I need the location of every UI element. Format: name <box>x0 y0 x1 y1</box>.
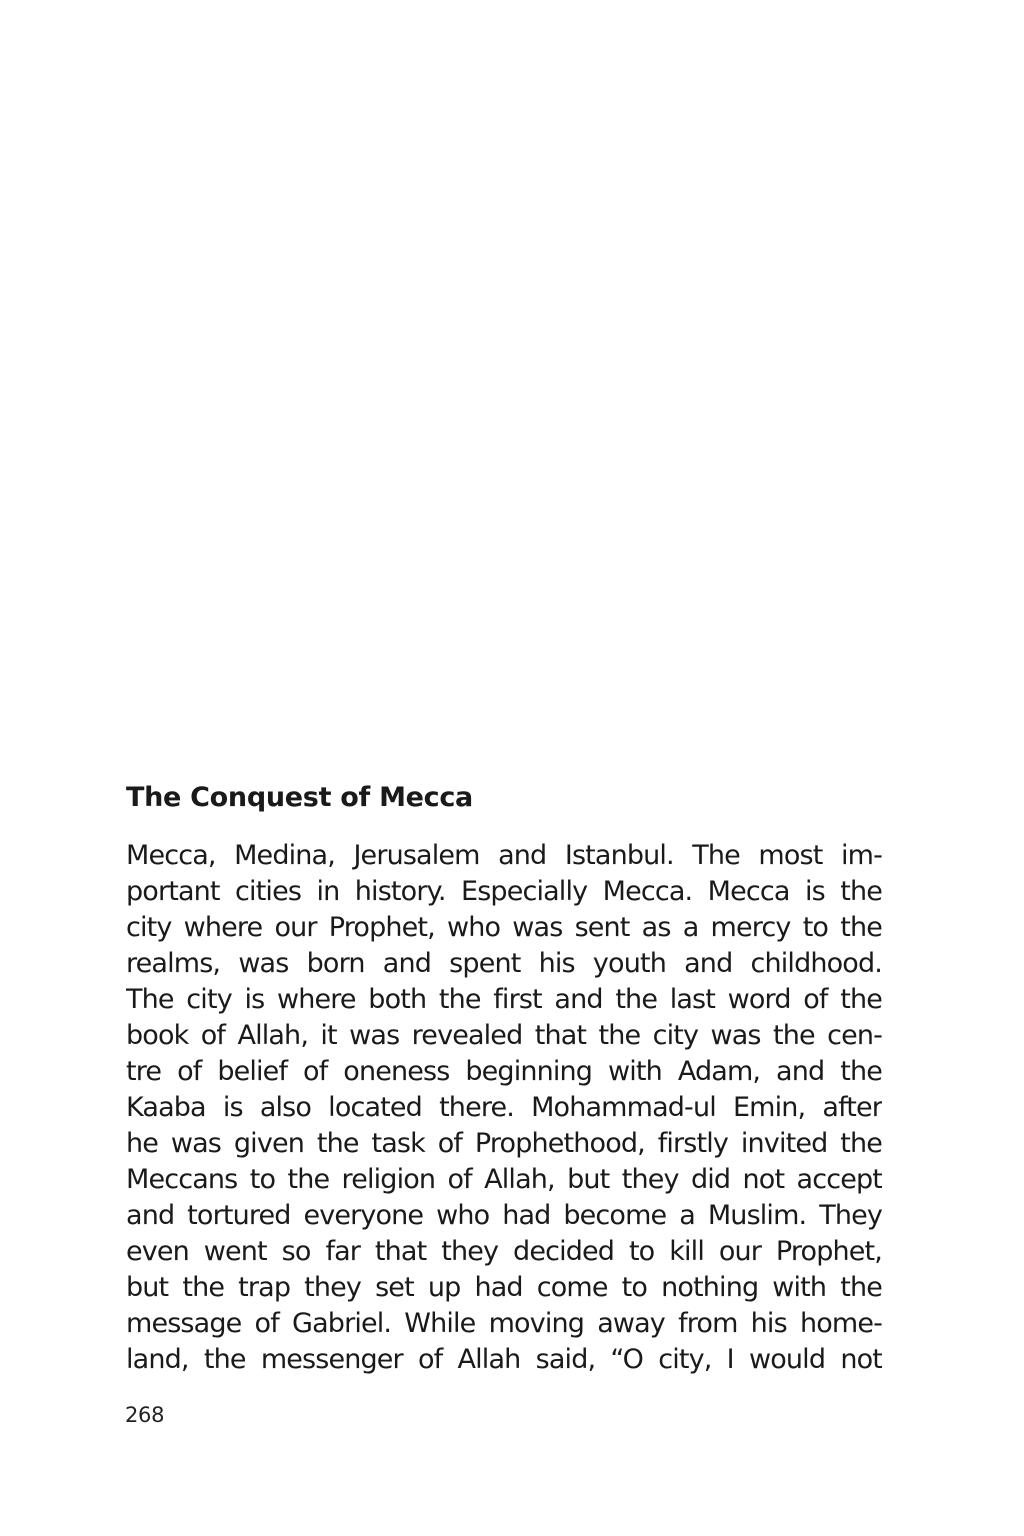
text-line: tre of belief of oneness beginning with Adam, and the <box>126 1056 882 1087</box>
text-line: realms, was born and spent his youth and childhood. <box>126 948 882 979</box>
text-line: book of Allah, it was revealed that the city was the cen- <box>126 1020 882 1051</box>
text-line: Meccans to the religion of Allah, but they did not accept <box>126 1164 882 1195</box>
text-line: but the trap they set up had come to nothing with the <box>126 1272 882 1303</box>
text-line: even went so far that they decided to kill our Prophet, <box>126 1236 882 1267</box>
text-line: message of Gabriel. While moving away from his home- <box>126 1308 882 1339</box>
text-line: portant cities in history. Especially Mecca. Mecca is the <box>126 876 882 907</box>
text-line: and tortured everyone who had become a Muslim. They <box>126 1200 882 1231</box>
text-line: he was given the task of Prophethood, firstly invited the <box>126 1128 882 1159</box>
text-line: Kaaba is also located there. Mohammad-ul Emin, after <box>126 1092 882 1123</box>
text-line: Mecca, Medina, Jerusalem and Istanbul. The most im- <box>126 840 882 871</box>
body-paragraph <box>126 838 882 1378</box>
page-number: 268 <box>125 1403 165 1427</box>
text-line: city where our Prophet, who was sent as a mercy to the <box>126 912 882 943</box>
section-heading: The Conquest of Mecca <box>126 782 473 813</box>
text-line: The city is where both the first and the last word of the <box>126 984 882 1015</box>
text-line: land, the messenger of Allah said, “O city, I would not <box>126 1344 882 1375</box>
